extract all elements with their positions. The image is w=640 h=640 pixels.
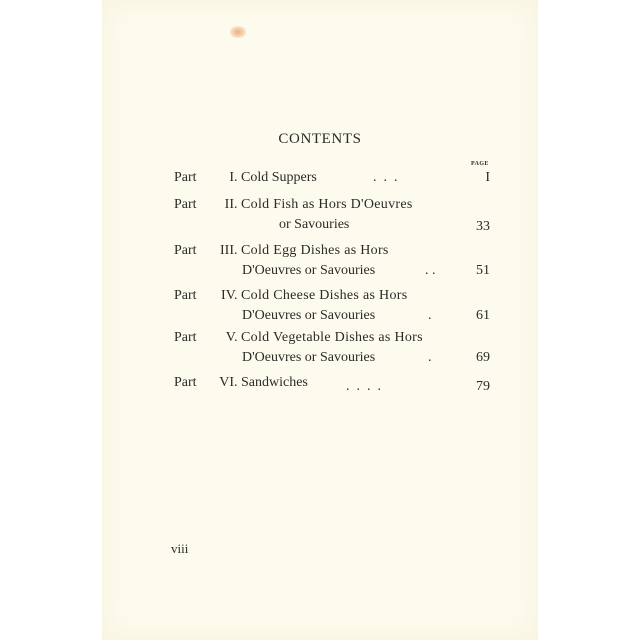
toc-entry-part-1: [174, 168, 494, 188]
contents-title: CONTENTS: [278, 131, 362, 147]
entry-title-line-2: D'Oeuvres or Savouries: [242, 263, 376, 278]
entry-number: IV.: [221, 288, 238, 303]
toc-entry-part-2: [174, 195, 494, 235]
entry-page-number: 33: [476, 219, 490, 234]
entry-leader-dots: . . .: [373, 170, 398, 185]
entry-part-label: Part: [174, 330, 197, 345]
entry-part-label: Part: [174, 170, 197, 185]
entry-leader-dots: .: [428, 350, 432, 365]
entry-number: I.: [229, 170, 238, 185]
entry-leader-dots: . .: [425, 263, 436, 278]
entry-number: II.: [224, 197, 238, 212]
entry-number: V.: [225, 330, 238, 345]
entry-part-label: Part: [174, 243, 197, 258]
entry-part-label: Part: [174, 375, 197, 390]
entry-title-line-1: Cold Cheese Dishes as Hors: [241, 288, 408, 303]
page-folio: viii: [171, 541, 189, 556]
entry-number: VI.: [219, 375, 238, 390]
book-page: [102, 0, 538, 640]
entry-leader-dots: . . . .: [346, 379, 381, 394]
entry-title-line-2: D'Oeuvres or Savouries: [242, 350, 376, 365]
entry-title-line-2: D'Oeuvres or Savouries: [242, 308, 376, 323]
toc-entry-part-5: [174, 328, 494, 368]
toc-entry-part-6: [174, 373, 494, 393]
entry-page-number: 51: [476, 263, 490, 278]
page-column-heading: PAGE: [471, 161, 489, 167]
paper-stain: [230, 26, 246, 38]
entry-title-line-1: Cold Vegetable Dishes as Hors: [241, 330, 423, 345]
entry-leader-dots: .: [428, 308, 432, 323]
entry-part-label: Part: [174, 288, 197, 303]
toc-entry-part-4: [174, 286, 494, 326]
entry-part-label: Part: [174, 197, 197, 212]
entry-page-number: 69: [476, 350, 490, 365]
entry-title-line-1: Cold Suppers: [241, 170, 317, 185]
entry-number: III.: [220, 243, 238, 258]
entry-title-line-2: or Savouries: [279, 217, 350, 232]
entry-title-line-1: Cold Fish as Hors D'Oeuvres: [241, 197, 413, 212]
toc-entry-part-3: [174, 241, 494, 281]
entry-title-line-1: Sandwiches: [241, 375, 308, 390]
entry-page-number: 61: [476, 308, 490, 323]
entry-page-number: I: [485, 170, 490, 185]
entry-title-line-1: Cold Egg Dishes as Hors: [241, 243, 389, 258]
entry-page-number: 79: [476, 379, 490, 394]
